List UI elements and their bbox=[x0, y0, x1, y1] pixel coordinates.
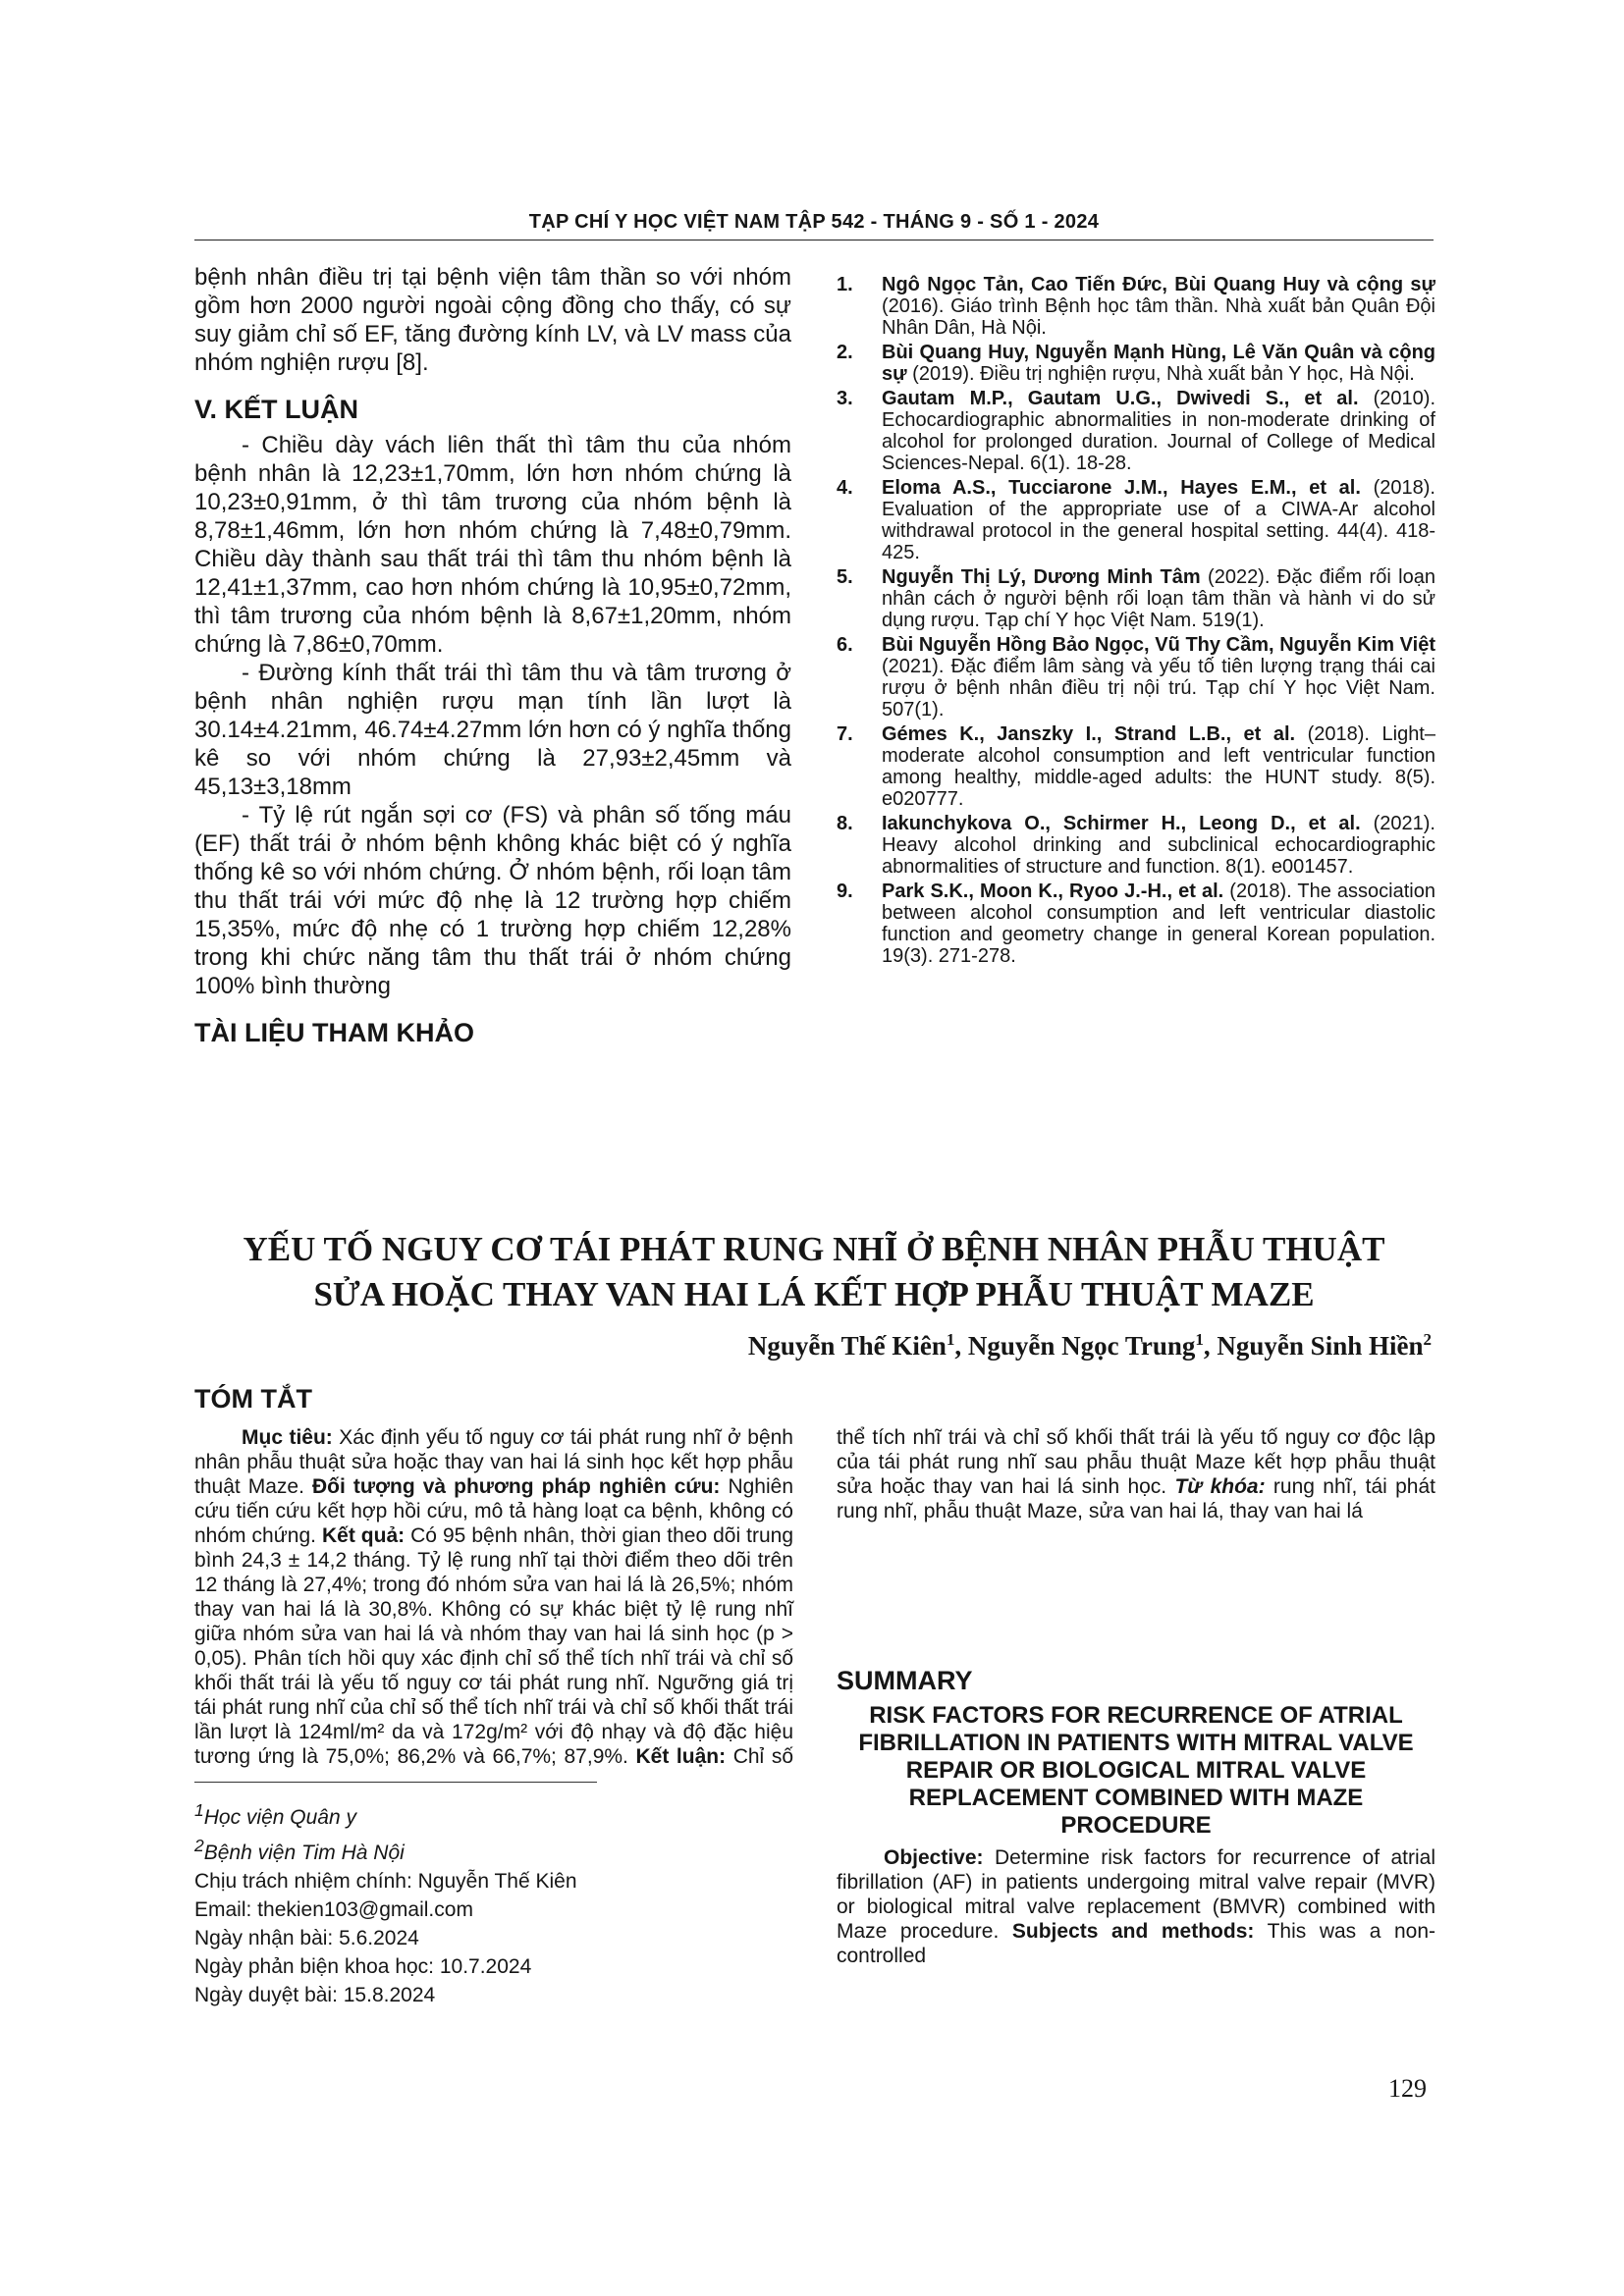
reference-authors: Gémes K., Janszky I., Strand L.B., et al. bbox=[882, 723, 1296, 745]
reference-text: Eloma A.S., Tucciarone J.M., Hayes E.M., et al. (2018). Evaluation of the appropriate use of a CIWA-Ar alcohol withdrawal protocol in the general hospital setting. 44(4). 418-425. bbox=[882, 477, 1435, 563]
abstract-text: Xác định yếu tố nguy cơ tái phát rung nhĩ ở bệnh nhân phẫu thuật sửa hoặc thay van hai lá sinh học kết hợp phẫu thuật Maze. bbox=[194, 1426, 793, 1498]
article-title-line: SỬA HOẶC THAY VAN HAI LÁ KẾT HỢP PHẪU THUẬT MAZE bbox=[313, 1275, 1315, 1313]
conclusion-heading: V. KẾT LUẬN bbox=[194, 395, 359, 424]
reference-item bbox=[837, 342, 1435, 385]
article-title-line: YẾU TỐ NGUY CƠ TÁI PHÁT RUNG NHĨ Ở BỆNH NHÂN PHẪU THUẬT bbox=[243, 1230, 1385, 1268]
abstract-left-column bbox=[194, 1384, 795, 1420]
page-number: 129 bbox=[1388, 2074, 1427, 2103]
reference-text: Ngô Ngọc Tản, Cao Tiến Đức, Bùi Quang Huy và cộng sự (2016). Giáo trình Bệnh học tâm thần. Nhà xuất bản Quân Đội Nhân Dân, Hà Nội. bbox=[882, 274, 1435, 339]
reference-authors: Iakunchykova O., Schirmer H., Leong D., et al. bbox=[882, 813, 1361, 834]
references-column bbox=[837, 274, 1435, 970]
reference-number: 4. bbox=[837, 477, 853, 499]
reference-text: Iakunchykova O., Schirmer H., Leong D., et al. (2021). Heavy alcohol drinking and subclinical echocardiographic abnormalities of structure and function. 8(1). e001457. bbox=[882, 813, 1435, 878]
affiliation-text: Bệnh viện Tim Hà Nội bbox=[203, 1842, 405, 1864]
reference-text: Nguyễn Thị Lý, Dương Minh Tâm (2022). Đặc điểm rối loạn nhân cách ở người bệnh rối loạn tâm thần và hành vi do sử dụng rượu. Tạp chí Y học Việt Nam. 519(1). bbox=[882, 566, 1435, 631]
author-affiliation-sup: 1 bbox=[1195, 1330, 1204, 1349]
abstract-heading: TÓM TẮT bbox=[194, 1384, 312, 1414]
reference-item bbox=[837, 477, 1435, 563]
reference-text: Gémes K., Janszky I., Strand L.B., et al. (2018). Light–moderate alcohol consumption and left ventricular function among healthy, middle-aged adults: the HUNT study. 8(5). e020777. bbox=[882, 723, 1435, 810]
affiliation-sup: 2 bbox=[194, 1836, 204, 1855]
reference-text: Bùi Quang Huy, Nguyễn Mạnh Hùng, Lê Văn Quân và cộng sự (2019). Điều trị nghiện rượu, Nhà xuất bản Y học, Hà Nội. bbox=[882, 342, 1435, 385]
intro-paragraph: bệnh nhân điều trị tại bệnh viện tâm thần so với nhóm gồm hơn 2000 người ngoài cộng đồng cho thấy, có sự suy giảm chỉ số EF, tăng đường kính LV, và LV mass của nhóm nghiện rượu [8]. bbox=[194, 264, 791, 376]
reference-authors: Gautam M.P., Gautam U.G., Dwivedi S., et al. bbox=[882, 388, 1359, 409]
abstract-text: This was a non-controlled bbox=[837, 1920, 1436, 1967]
reference-authors: Bùi Nguyễn Hồng Bảo Ngọc, Vũ Thy Cầm, Nguyễn Kim Việt bbox=[882, 634, 1435, 656]
abstract-text: Nghiên cứu tiến cứu kết hợp hồi cứu, mô tả hàng loạt ca bệnh, không có nhóm chứng. bbox=[194, 1475, 794, 1547]
reference-authors: Park S.K., Moon K., Ryoo J.-H., et al. bbox=[882, 881, 1224, 902]
reference-item bbox=[837, 388, 1435, 474]
reference-item bbox=[837, 634, 1435, 721]
summary-title: RISK FACTORS FOR RECURRENCE OF ATRIAL FIBRILLATION IN PATIENTS WITH MITRAL VALVE REPAIR OR BIOLOGICAL MITRAL VALVE REPLACEMENT COMBINED WITH MAZE PROCEDURE bbox=[858, 1702, 1414, 1839]
author-line: Nguyễn Thế Kiên$^1$, Nguyễn Ngọc Trung$^1$, Nguyễn Sinh Hiền$^2$ bbox=[747, 1330, 1432, 1361]
abstract-text: Determine risk factors for recurrence of atrial fibrillation (AF) in patients undergoing mitral valve repair (MVR) or biological mitral valve replacement (BMVR) combined with Maze procedure. bbox=[837, 1846, 1435, 1943]
reference-number: 2. bbox=[837, 342, 853, 363]
reference-authors: Eloma A.S., Tucciarone J.M., Hayes E.M., et al. bbox=[882, 477, 1361, 499]
summary-block bbox=[837, 1666, 1435, 1968]
footnote-rule bbox=[194, 1782, 597, 1783]
reference-text: Bùi Nguyễn Hồng Bảo Ngọc, Vũ Thy Cầm, Nguyễn Kim Việt (2021). Đặc điểm lâm sàng và yếu tố tiên lượng trạng thái cai rượu ở bệnh nhân điều trị nội trú. Tạp chí Y học Việt Nam. 507(1). bbox=[882, 634, 1435, 721]
affiliation-2 bbox=[194, 1832, 803, 1867]
summary-heading: SUMMARY bbox=[837, 1666, 973, 1695]
author-name: Nguyễn Ngọc Trung bbox=[967, 1331, 1196, 1361]
affiliation-1 bbox=[194, 1796, 803, 1832]
reference-number: 5. bbox=[837, 566, 853, 588]
received-date: Ngày nhận bài: 5.6.2024 bbox=[194, 1927, 419, 1949]
reference-number: 7. bbox=[837, 723, 853, 745]
reference-item bbox=[837, 566, 1435, 631]
reference-item bbox=[837, 723, 1435, 810]
abstract-text: Chỉ số thể tích nhĩ trái và chỉ số khối thất trái là yếu tố nguy cơ độc lập của tái phát rung nhĩ sau phẫu thuật Maze kết hợp phẫu thuật sửa hoặc thay van hai lá sinh học. bbox=[726, 1426, 1435, 1768]
email: Email: thekien103@gmail.com bbox=[194, 1898, 473, 1921]
review-date: Ngày phản biện khoa học: 10.7.2024 bbox=[194, 1955, 532, 1978]
abstract-label: Objective: bbox=[884, 1846, 984, 1869]
reference-number: 9. bbox=[837, 881, 853, 902]
running-header: TẠP CHÍ Y HỌC VIỆT NAM TẬP 542 - THÁNG 9 - SỐ 1 - 2024 bbox=[528, 211, 1100, 233]
prev-article-left-column bbox=[194, 263, 791, 1054]
reference-authors: Bùi Quang Huy, Nguyễn Mạnh Hùng, Lê Văn Quân và cộng sự bbox=[882, 342, 1435, 385]
conclusion-paragraph: - Đường kính thất trái thì tâm thu và tâm trương ở bệnh nhân nghiện rượu mạn tính lần lượt là 30.14±4.21mm, 46.74±4.27mm lớn hơn có ý nghĩa thống kê so với nhóm chứng là 27,93±2,45mm và 45,13±3,18mm bbox=[194, 660, 791, 800]
abstract-label: Từ khóa: bbox=[1174, 1475, 1266, 1498]
reference-text: Gautam M.P., Gautam U.G., Dwivedi S., et al. (2010). Echocardiographic abnormalities in non-moderate drinking of alcohol for prolonged duration. Journal of College of Medical Sciences-Nepal. 6(1). 18-28. bbox=[882, 388, 1435, 474]
abstract-label: Kết quả: bbox=[321, 1524, 406, 1547]
abstract-label: Đối tượng và phương pháp nghiên cứu: bbox=[312, 1475, 721, 1498]
reference-item bbox=[837, 813, 1435, 878]
abstract-label: Mục tiêu: bbox=[242, 1426, 333, 1449]
author-affiliation-sup: 1 bbox=[946, 1330, 955, 1349]
reference-number: 3. bbox=[837, 388, 853, 409]
reference-number: 1. bbox=[837, 274, 853, 295]
author-name: Nguyễn Thế Kiên bbox=[747, 1331, 947, 1361]
summary-english bbox=[837, 1845, 1435, 1968]
reference-authors: Nguyễn Thị Lý, Dương Minh Tâm bbox=[882, 566, 1201, 588]
affiliation-sup: 1 bbox=[194, 1800, 204, 1820]
article-title bbox=[194, 1227, 1434, 1317]
author-name: Nguyễn Sinh Hiền bbox=[1217, 1331, 1424, 1361]
reference-item bbox=[837, 881, 1435, 967]
corresponding-author: Chịu trách nhiệm chính: Nguyễn Thế Kiên bbox=[194, 1870, 577, 1893]
abstract-label: Kết luận: bbox=[635, 1745, 727, 1768]
reference-authors: Ngô Ngọc Tản, Cao Tiến Đức, Bùi Quang Huy và cộng sự bbox=[882, 274, 1435, 295]
reference-item bbox=[837, 274, 1435, 339]
abstract-label: Subjects and methods: bbox=[1011, 1920, 1255, 1943]
conclusion-paragraph: - Chiều dày vách liên thất thì tâm thu của nhóm bệnh nhân là 12,23±1,70mm, lớn hơn nhóm chứng là 10,23±0,91mm, ở thì tâm trương của nhóm bệnh là 8,78±1,46mm, lớn hơn nhóm chứng là 7,48±0,79mm. Chiều dày thành sau thất trái thì tâm thu nhóm bệnh là 12,41±1,37mm, cao hơn nhóm chứng là 10,95±0,72mm, thì tâm trương của nhóm bệnh là 8,67±1,20mm, nhóm chứng là 7,86±0,70mm. bbox=[194, 432, 791, 658]
reference-text: Park S.K., Moon K., Ryoo J.-H., et al. (2018). The association between alcohol consumption and left ventricular diastolic function and geometry change in general Korean population. 19(3). 271-278. bbox=[882, 881, 1435, 967]
abstract-text: Có 95 bệnh nhân, thời gian theo dõi trung bình 24,3 ± 14,2 tháng. Tỷ lệ rung nhĩ tại thời điểm theo dõi trên 12 tháng là 27,4%; trong đó nhóm sửa van hai lá là 26,5%; nhóm thay van hai lá là 30,8%. Không có sự khác biệt tỷ lệ rung nhĩ giữa nhóm sửa van hai lá và nhóm thay van hai lá sinh học (p > 0,05). Phân tích hồi quy xác định chỉ số thể tích nhĩ trái và chỉ số khối thất trái là yếu tố nguy cơ tái phát rung nhĩ. Ngưỡng giá trị tái phát rung nhĩ của chỉ số thể tích nhĩ trái và chỉ số khối thất trái lần lượt là 124ml/m² da và 172g/m² với độ nhạy và độ đặc hiệu tương ứng là 75,0%; 86,2% và 66,7%; 87,9%. bbox=[194, 1524, 794, 1768]
accepted-date: Ngày duyệt bài: 15.8.2024 bbox=[194, 1984, 436, 2006]
reference-number: 8. bbox=[837, 813, 853, 834]
references-heading: TÀI LIỆU THAM KHẢO bbox=[194, 1018, 474, 1047]
reference-number: 6. bbox=[837, 634, 853, 656]
conclusion-paragraph: - Tỷ lệ rút ngắn sợi cơ (FS) và phân số tống máu (EF) thất trái ở nhóm bệnh không khác biệt có ý nghĩa thống kê so với nhóm chứng. Ở nhóm bệnh, rối loạn tâm thu thất trái với mức độ nhẹ là 12 trường hợp chiếm 15,35%, mức độ nhẹ có 1 trường hợp chiếm 12,28% trong khi chức năng tâm thu thất trái ở nhóm chứng 100% bình thường bbox=[194, 802, 791, 999]
abstract-text: rung nhĩ, tái phát rung nhĩ, phẫu thuật Maze, sửa van hai lá, thay van hai lá bbox=[837, 1475, 1435, 1522]
affiliation-text: Học viện Quân y bbox=[203, 1806, 356, 1829]
footnotes bbox=[194, 1796, 803, 2009]
reference-list bbox=[837, 274, 1435, 967]
author-affiliation-sup: 2 bbox=[1423, 1330, 1432, 1349]
